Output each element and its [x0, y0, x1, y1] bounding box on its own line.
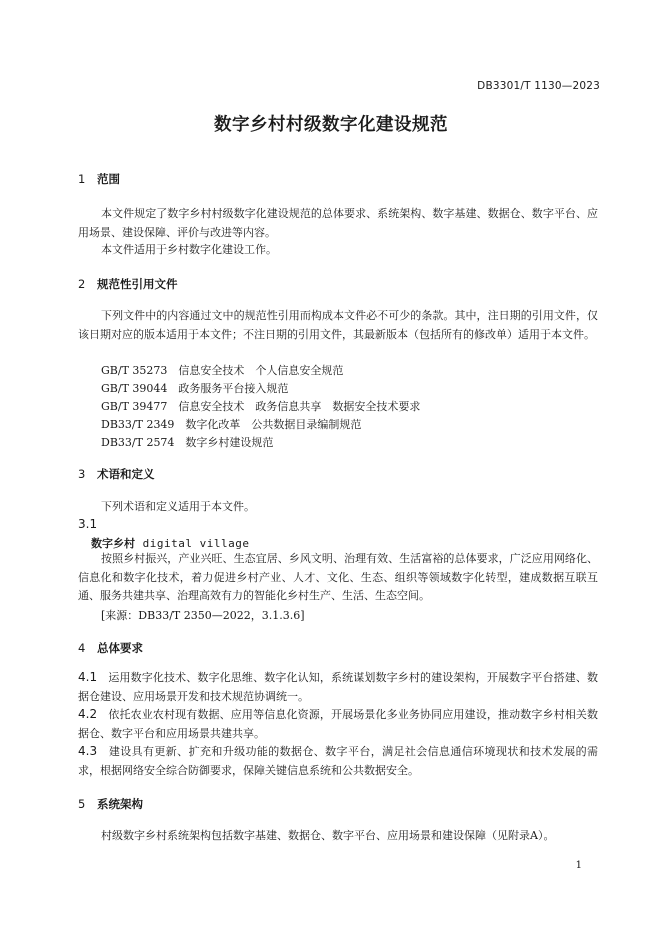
clause-number: 4.2 [78, 707, 98, 721]
section-number: 4 [78, 641, 86, 655]
section-5-heading [78, 796, 143, 812]
section-title: 系统架构 [97, 797, 143, 811]
normative-reference: GB/T 35273 信息安全技术 个人信息安全规范 [101, 364, 344, 377]
section-5-paragraph-1: 村级数字乡村系统架构包括数字基建、数据仓、数字平台、应用场景和建设保障（见附录A）。 [101, 829, 555, 842]
section-2-heading [78, 276, 178, 292]
section-1-heading [78, 171, 120, 187]
section-title: 术语和定义 [97, 467, 155, 481]
page-number: 1 [575, 860, 582, 871]
section-1-paragraph-2: 本文件适用于乡村数字化建设工作。 [101, 243, 277, 256]
section-2-paragraph-1: 下列文件中的内容通过文中的规范性引用而构成本文件必不可少的条款。其中，注日期的引用文件，仅该日期对应的版本适用于本文件；不注日期的引用文件，其最新版本（包括所有的修改单）适用于本文件。 [78, 309, 598, 341]
normative-reference: DB33/T 2349 数字化改革 公共数据目录编制规范 [101, 418, 362, 431]
section-number: 1 [78, 172, 86, 186]
clause-number: 4.1 [78, 670, 98, 684]
section-title: 规范性引用文件 [97, 277, 178, 291]
normative-reference: DB33/T 2574 数字乡村建设规范 [101, 436, 274, 449]
clause-number: 4.3 [78, 744, 98, 758]
normative-reference: GB/T 39044 政务服务平台接入规范 [101, 382, 289, 395]
section-3-paragraph-1: 下列术语和定义适用于本文件。 [101, 500, 255, 513]
term-definition: 按照乡村振兴，产业兴旺、生态宜居、乡风文明、治理有效、生活富裕的总体要求，广泛应用网络化、信息化和数字化技术，着力促进乡村产业、人才、文化、生态、组织等领域数字化转型，建成数据互联互通、服务共建共享、治理高效有力的智能化乡村生产、生活、生态空间。 [78, 552, 598, 602]
section-3-heading [78, 466, 155, 482]
section-title: 总体要求 [97, 641, 143, 655]
section-number: 2 [78, 277, 86, 291]
page-title: 数字乡村村级数字化建设规范 [214, 115, 448, 135]
term-english: digital village [142, 537, 250, 550]
clause-number: 3.1 [78, 517, 98, 531]
section-4-heading [78, 640, 143, 656]
term-chinese: 数字乡村 [91, 537, 135, 550]
section-number: 3 [78, 467, 86, 481]
term-entry [91, 535, 250, 551]
requirement-item: 4.1 运用数字化技术、数字化思维、数字化认知，系统谋划数字乡村的建设架构，开展数字平台搭建、数据仓建设、应用场景开发和技术规范协调统一。 [78, 670, 598, 703]
document-number: DB3301/T 1130—2023 [477, 80, 600, 92]
requirement-item: 4.2 依托农业农村现有数据、应用等信息化资源，开展场景化多业务协同应用建设，推动数字乡村相关数据仓、数字平台和应用场景共建共享。 [78, 707, 598, 740]
section-title: 范围 [97, 172, 120, 186]
normative-reference: GB/T 39477 信息安全技术 政务信息共享 数据安全技术要求 [101, 400, 421, 413]
section-1-paragraph-1: 本文件规定了数字乡村村级数字化建设规范的总体要求、系统架构、数字基建、数据仓、数字平台、应用场景、建设保障、评价与改进等内容。 [78, 207, 598, 239]
term-source: [来源：DB33/T 2350—2022，3.1.3.6] [101, 609, 305, 622]
section-number: 5 [78, 797, 86, 811]
requirement-item: 4.3 建设具有更新、扩充和升级功能的数据仓、数字平台，满足社会信息通信环境现状和技术发展的需求，根据网络安全综合防御要求，保障关键信息系统和公共数据安全。 [78, 744, 599, 777]
